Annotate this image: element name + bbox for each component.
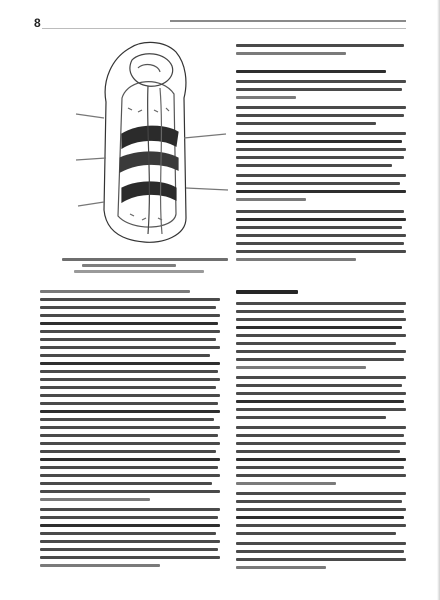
text-line [236, 542, 406, 545]
text-line [40, 466, 218, 469]
text-line [236, 392, 406, 395]
text-line [236, 44, 404, 47]
text-line [40, 394, 220, 397]
text-line [40, 298, 220, 301]
anatomical-drawing [72, 38, 232, 250]
text-line [236, 140, 402, 143]
text-line [236, 550, 404, 553]
caption-line [74, 270, 204, 273]
text-line [40, 564, 160, 567]
caption-line [62, 258, 228, 261]
text-line [40, 508, 220, 511]
text-line [236, 80, 406, 83]
text-line [40, 402, 218, 405]
text-line [236, 482, 336, 485]
text-line [40, 540, 220, 543]
section-heading [236, 290, 298, 294]
text-line [40, 378, 220, 381]
text-line [236, 434, 404, 437]
caption-line [82, 264, 176, 267]
text-line [236, 210, 404, 213]
text-line [40, 434, 218, 437]
text-line [40, 290, 190, 293]
text-line [236, 532, 396, 535]
left-column-lower [40, 290, 222, 572]
text-line [40, 556, 220, 559]
text-line [236, 524, 406, 527]
text-line [236, 376, 406, 379]
text-line [40, 354, 210, 357]
right-column-lower [236, 302, 408, 572]
text-line [236, 474, 406, 477]
header-divider [42, 28, 406, 29]
text-line [236, 500, 402, 503]
text-line [236, 250, 406, 253]
text-line [40, 490, 220, 493]
text-line [236, 234, 406, 237]
text-line [236, 218, 406, 221]
text-line [40, 330, 220, 333]
text-line [236, 156, 404, 159]
text-line [236, 190, 406, 193]
text-line [40, 548, 218, 551]
text-line [236, 326, 402, 329]
text-line [40, 450, 216, 453]
text-line [40, 386, 216, 389]
text-line [236, 466, 404, 469]
text-line [236, 114, 404, 117]
text-line [236, 416, 386, 419]
text-line [236, 242, 404, 245]
text-line [236, 458, 406, 461]
text-line [236, 408, 406, 411]
text-line [236, 508, 406, 511]
text-line [40, 314, 220, 317]
text-line [40, 306, 216, 309]
text-line [236, 450, 400, 453]
text-line [236, 52, 346, 55]
text-line [40, 426, 220, 429]
text-line [236, 148, 406, 151]
text-line [236, 174, 406, 177]
page-number: 8 [34, 16, 41, 30]
text-line [236, 426, 406, 429]
text-line [236, 400, 404, 403]
text-line [236, 318, 406, 321]
text-line [236, 566, 326, 569]
text-line [236, 516, 404, 519]
text-line [236, 442, 406, 445]
text-line [40, 370, 218, 373]
text-line [236, 122, 376, 125]
text-line [236, 334, 406, 337]
text-line [236, 384, 402, 387]
text-line [236, 366, 366, 369]
text-line [236, 182, 400, 185]
text-line [236, 198, 306, 201]
anatomical-figure [72, 38, 232, 250]
text-line [40, 482, 212, 485]
text-line [236, 358, 404, 361]
text-line [236, 164, 392, 167]
text-line [40, 524, 220, 527]
text-line [40, 458, 220, 461]
text-line [40, 362, 220, 365]
text-line [40, 498, 150, 501]
text-line [236, 558, 406, 561]
text-line [40, 338, 216, 341]
text-line [40, 474, 220, 477]
text-line [236, 350, 406, 353]
text-line [40, 418, 214, 421]
text-line [40, 322, 218, 325]
text-line [236, 302, 406, 305]
running-header [170, 20, 406, 22]
text-line [236, 492, 406, 495]
text-line [236, 106, 406, 109]
text-line [236, 70, 386, 73]
text-line [236, 88, 402, 91]
right-column-upper [236, 44, 408, 270]
text-line [236, 310, 404, 313]
text-line [40, 346, 220, 349]
text-line [40, 410, 220, 413]
text-line [236, 96, 296, 99]
text-line [236, 258, 356, 261]
text-line [236, 342, 396, 345]
text-line [236, 226, 402, 229]
text-line [236, 132, 406, 135]
text-line [40, 516, 218, 519]
text-line [40, 532, 216, 535]
text-line [40, 442, 220, 445]
